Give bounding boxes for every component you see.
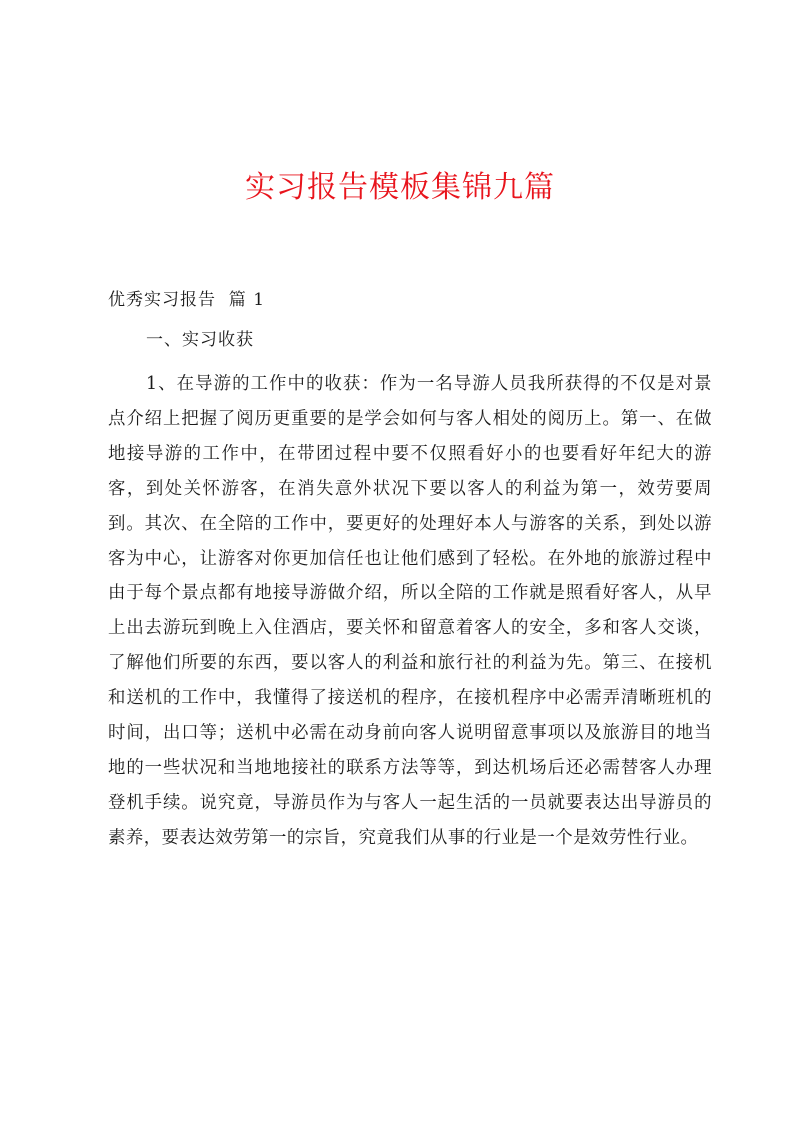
document-title: 实习报告模板集锦九篇	[245, 170, 555, 205]
subheading: 一、实习收获	[146, 330, 254, 350]
body-paragraph: 1、在导游的工作中的收获：作为一名导游人员我所获得的不仅是对景点介绍上把握了阅历更重要的是学会如何与客人相处的阅历上。第一、在做地接导游的工作中，在带团过程中要不仅照看好小的也要看好年纪大的游客，到处关怀游客，在消失意外状况下要以客人的利益为第一，效劳要周到。其次、在全陪的工作中，要更好的处理好本人与游客的关系，到处以游客为中心，让游客对你更加信任也让他们感到了轻松。在外地的旅游过程中由于每个景点都有地接导游做介绍，所以全陪的工作就是照看好客人，从早上出去游玩到晚上入住酒店，要关怀和留意着客人的安全，多和客人交谈，了解他们所要的东西，要以客人的利益和旅行社的利益为先。第三、在接机和送机的工作中，我懂得了接送机的程序，在接机程序中必需弄清晰班机的时间，出口等；送机中必需在动身前向客人说明留意事项以及旅游目的地当地的一些状况和当地地接社的联系方法等等，到达机场后还必需替客人办理登机手续。说究竟，导游员作为与客人一起生活的一员就要表达出导游员的素养，要表达效劳第一的宗旨，究竟我们从事的行业是一个是效劳性行业。	[108, 374, 712, 848]
section-label: 优秀实习报告 篇 1	[108, 290, 266, 310]
